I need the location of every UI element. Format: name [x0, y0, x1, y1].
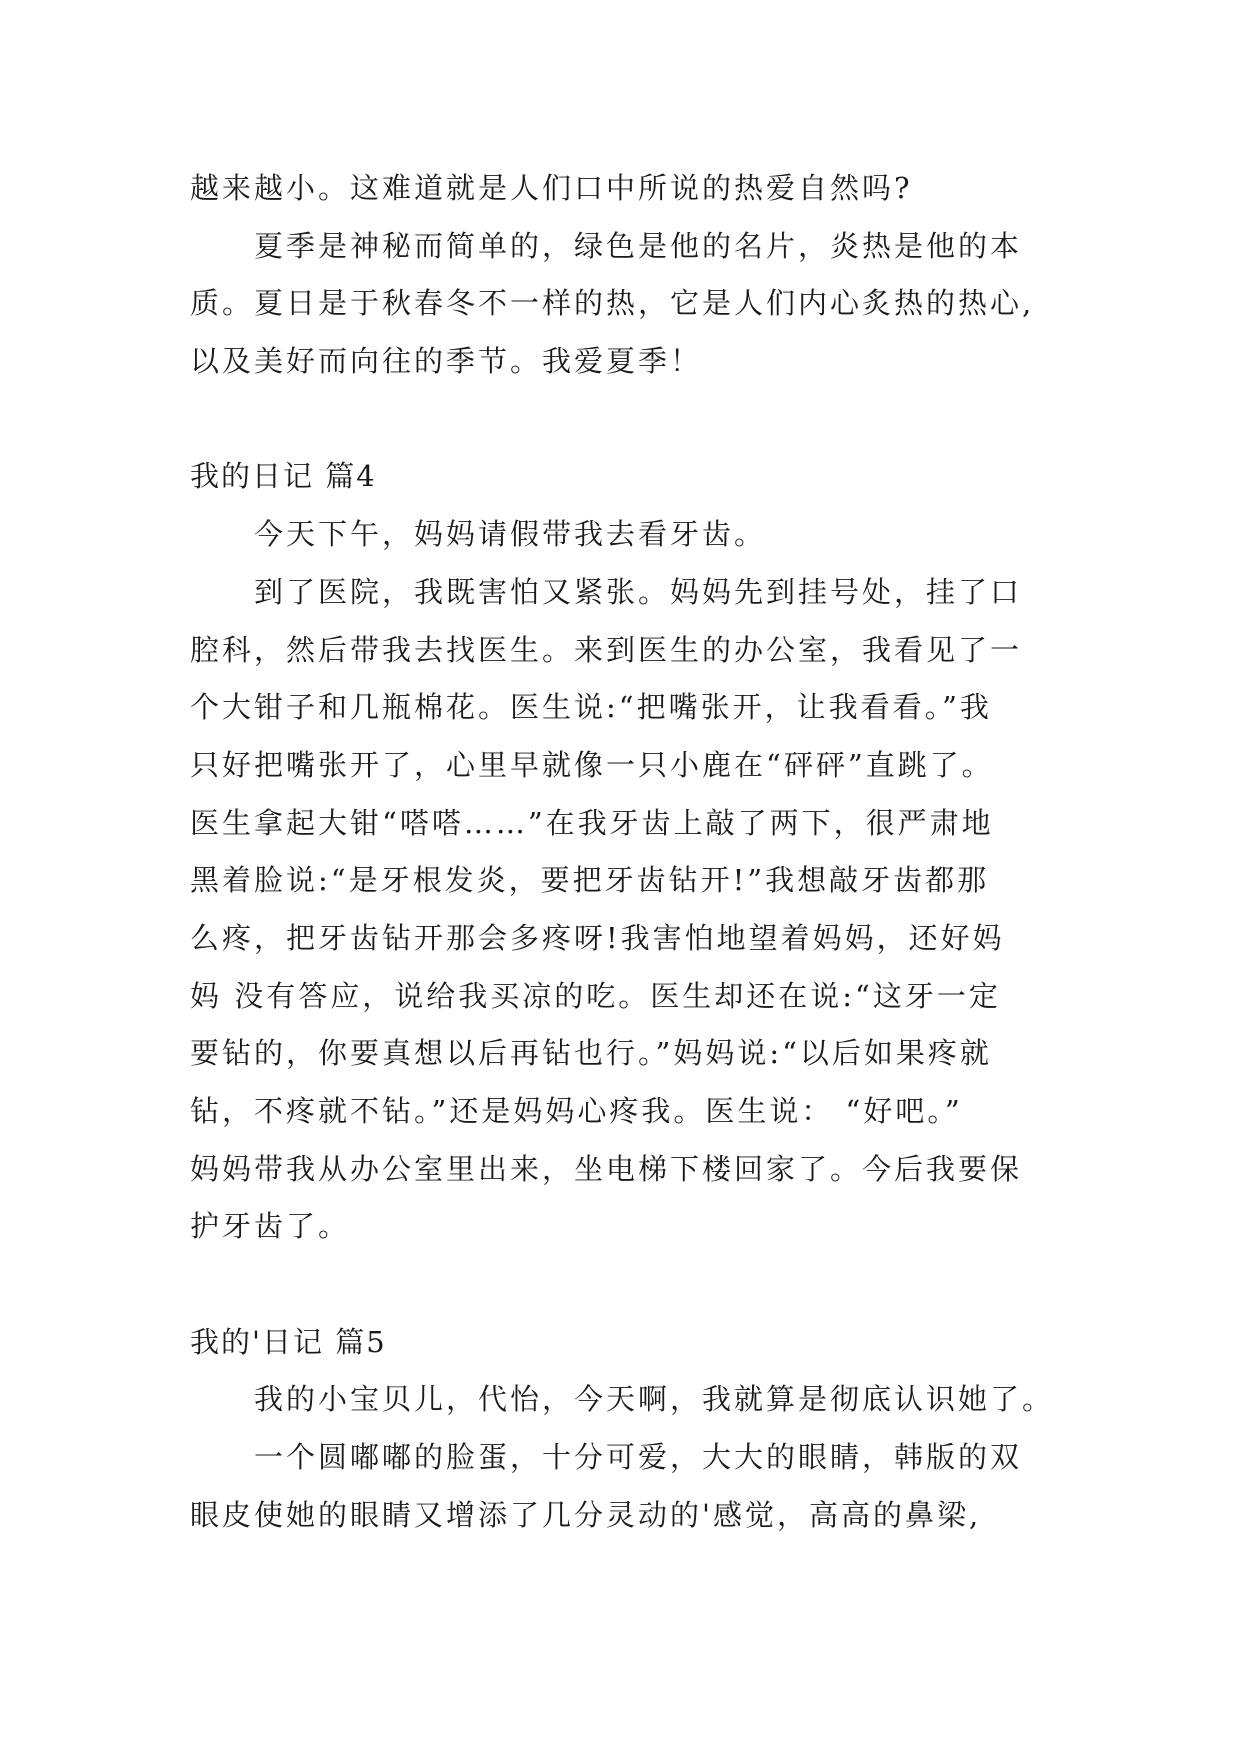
paragraph-line: 钻，不疼就不钻。”还是妈妈心疼我。医生说： “好吧。” [190, 1094, 963, 1128]
paragraph-line: 腔科，然后带我去找医生。来到医生的办公室，我看见了一 [190, 632, 1023, 667]
section-heading: 我的日记 篇4 [190, 459, 377, 494]
paragraph-line: 个大钳子和几瓶棉花。医生说:“把嘴张开，让我看看。”我 [190, 690, 992, 725]
paragraph-line: 到了医院，我既害怕又紧张。妈妈先到挂号处，挂了口 [254, 574, 1023, 609]
section-heading: 我的'日记 篇5 [190, 1324, 387, 1359]
paragraph-line: 妈妈带我从办公室里出来，坐电梯下楼回家了。今后我要保 [190, 1151, 1023, 1186]
paragraph-line: 妈 没有答应，说给我买凉的吃。医生却还在说:“这牙一定 [190, 978, 1001, 1013]
paragraph-line: 黑着脸说:“是牙根发炎，要把牙齿钻开!”我想敲牙齿都那 [190, 863, 990, 898]
section-gap [190, 391, 1060, 449]
paragraph-line: 我的小宝贝儿，代怡，今天啊，我就算是彻底认识她了。 [254, 1382, 1055, 1417]
paragraph-line: 要钻的，你要真想以后再钻也行。”妈妈说:“以后如果疼就 [190, 1036, 992, 1071]
paragraph-line: 越来越小。这难道就是人们口中所说的热爱自然吗? [190, 171, 913, 205]
section-gap [190, 1256, 1060, 1314]
paragraph-line: 护牙齿了。 [190, 1209, 351, 1244]
paragraph-line: 以及美好而向往的季节。我爱夏季！ [190, 344, 703, 379]
paragraph-line: 医生拿起大钳“嗒嗒……”在我牙齿上敲了两下，很严肃地 [190, 805, 994, 840]
document-body [190, 160, 1060, 1545]
paragraph-line: 夏季是神秘而简单的，绿色是他的名片，炎热是他的本 [254, 228, 1023, 263]
paragraph-line: 么疼，把牙齿钻开那会多疼呀!我害怕地望着妈妈，还好妈 [190, 920, 1005, 955]
paragraph-line: 一个圆嘟嘟的脸蛋，十分可爱，大大的眼睛，韩版的双 [254, 1440, 1023, 1475]
paragraph-line: 质。夏日是于秋春冬不一样的热，它是人们内心炙热的热心, [190, 286, 1035, 321]
paragraph-line: 眼皮使她的眼睛又增添了几分灵动的'感觉，高高的鼻梁, [190, 1497, 982, 1532]
paragraph-line: 只好把嘴张开了，心里早就像一只小鹿在“砰砰”直跳了。 [190, 747, 994, 782]
paragraph-line: 今天下午，妈妈请假带我去看牙齿。 [254, 517, 767, 552]
